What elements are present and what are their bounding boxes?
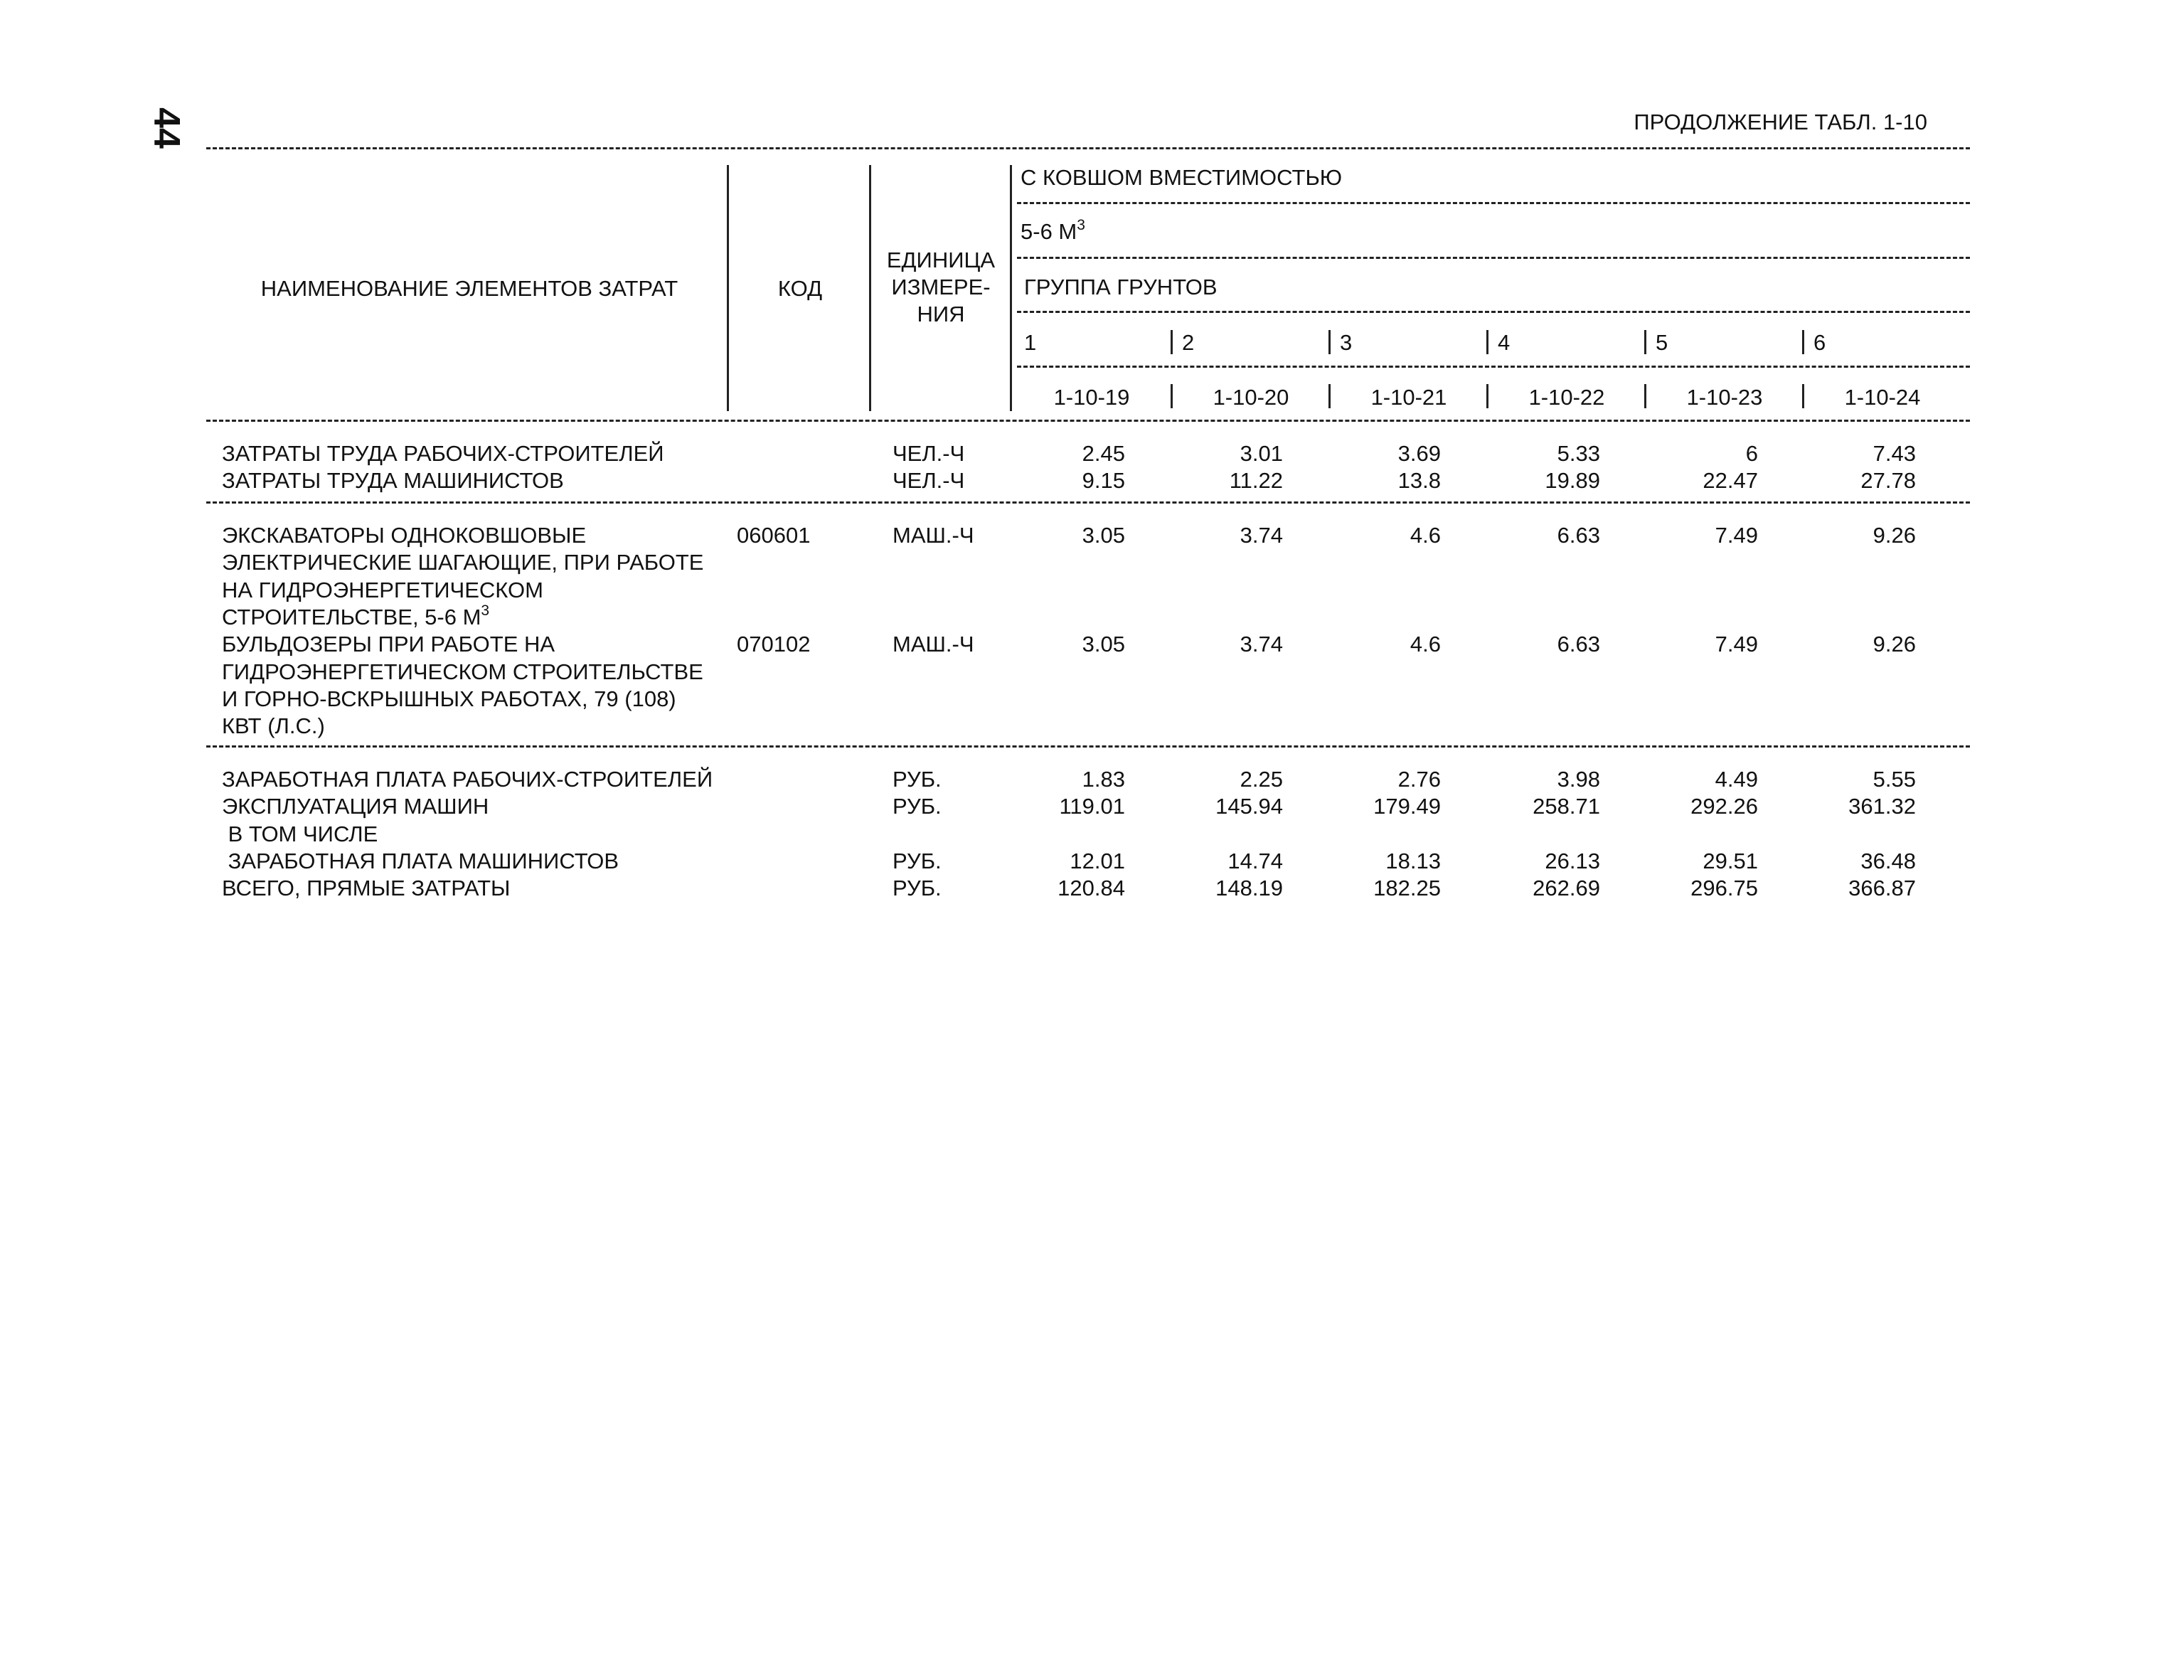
header-code-col-1: 1-10-19 bbox=[1053, 385, 1130, 410]
row-unit: РУБ. bbox=[893, 876, 942, 901]
row-value-group-3: 3.69 bbox=[1397, 441, 1441, 466]
header-group-4: 4 bbox=[1498, 330, 1511, 355]
row-unit: ЧЕЛ.-Ч bbox=[893, 468, 965, 494]
rule-soil bbox=[1017, 311, 1970, 313]
row-value-group-5: 292.26 bbox=[1690, 794, 1758, 819]
row-value-group-3: 13.8 bbox=[1397, 468, 1441, 494]
row-unit: РУБ. bbox=[893, 848, 942, 873]
header-unit-1: ЕДИНИЦА bbox=[886, 248, 996, 272]
rule-section-2 bbox=[206, 745, 1970, 748]
row-value-group-1: 1.83 bbox=[1082, 767, 1125, 792]
row-name-line: ЭКСПЛУАТАЦИЯ МАШИН bbox=[222, 794, 489, 819]
row-value-group-6: 27.78 bbox=[1860, 468, 1916, 494]
row-value-group-5: 7.49 bbox=[1715, 523, 1758, 548]
vbar-g4 bbox=[1486, 330, 1488, 354]
row-name-line: КВТ (Л.С.) bbox=[222, 713, 325, 739]
header-group-2: 2 bbox=[1182, 330, 1195, 355]
row-name-line: В ТОМ ЧИСЛЕ bbox=[222, 821, 378, 846]
header-code-col-5: 1-10-23 bbox=[1686, 385, 1763, 410]
row-value-group-4: 19.89 bbox=[1545, 468, 1600, 494]
header-group-5: 5 bbox=[1656, 330, 1668, 355]
header-code-col-6: 1-10-24 bbox=[1844, 385, 1921, 410]
row-value-group-6: 9.26 bbox=[1873, 632, 1916, 657]
rule-header-bottom bbox=[206, 420, 1970, 422]
vbar-unit bbox=[1010, 165, 1012, 411]
row-value-group-2: 2.25 bbox=[1240, 767, 1283, 792]
row-unit: МАШ.-Ч bbox=[893, 632, 974, 657]
vbar-code bbox=[869, 165, 871, 411]
row-value-group-1: 3.05 bbox=[1082, 523, 1125, 548]
row-value-group-5: 6 bbox=[1745, 441, 1758, 466]
header-code-col-3: 1-10-21 bbox=[1370, 385, 1447, 410]
row-name-line: ЗАТРАТЫ ТРУДА РАБОЧИХ-СТРОИТЕЛЕЙ bbox=[222, 441, 664, 466]
rule-volume bbox=[1017, 257, 1970, 259]
row-value-group-5: 22.47 bbox=[1703, 468, 1758, 494]
row-value-group-1: 119.01 bbox=[1059, 794, 1125, 819]
row-name-line: ЗАТРАТЫ ТРУДА МАШИНИСТОВ bbox=[222, 468, 564, 494]
vbar-g5 bbox=[1644, 330, 1646, 354]
vbar-g6 bbox=[1802, 330, 1804, 354]
row-value-group-3: 4.6 bbox=[1410, 632, 1441, 657]
header-volume: 5-6 $М^3$ bbox=[1021, 217, 1085, 244]
row-value-group-4: 26.13 bbox=[1545, 848, 1600, 873]
row-value-group-2: 3.74 bbox=[1240, 632, 1283, 657]
header-unit-3: НИЯ bbox=[917, 302, 965, 326]
row-code: 070102 bbox=[737, 632, 811, 657]
row-value-group-5: 4.49 bbox=[1715, 767, 1758, 792]
row-name-line: СТРОИТЕЛЬСТВЕ, 5-6 $М^3$ bbox=[222, 602, 490, 629]
row-name-line: БУЛЬДОЗЕРЫ ПРИ РАБОТЕ НА bbox=[222, 632, 555, 657]
row-value-group-4: 5.33 bbox=[1557, 441, 1600, 466]
row-value-group-6: 361.32 bbox=[1848, 794, 1916, 819]
row-value-group-6: 366.87 bbox=[1848, 876, 1916, 901]
row-value-group-1: 12.01 bbox=[1070, 848, 1125, 873]
header-code-col-2: 1-10-20 bbox=[1213, 385, 1289, 410]
row-value-group-6: 36.48 bbox=[1860, 848, 1916, 873]
header-name: НАИМЕНОВАНИЕ ЭЛЕМЕНТОВ ЗАТРАТ bbox=[260, 276, 678, 301]
vbar-c5 bbox=[1644, 384, 1646, 408]
header-soil-group: ГРУППА ГРУНТОВ bbox=[1024, 275, 1218, 299]
row-value-group-3: 18.13 bbox=[1385, 848, 1441, 873]
row-name-line: И ГОРНО-ВСКРЫШНЫХ РАБОТАХ, 79 (108) bbox=[222, 686, 676, 711]
row-value-group-3: 182.25 bbox=[1373, 876, 1441, 901]
rule-bucket bbox=[1017, 202, 1970, 204]
page-mark: 44 bbox=[145, 107, 187, 149]
row-name-line: ГИДРОЭНЕРГЕТИЧЕСКОМ СТРОИТЕЛЬСТВЕ bbox=[222, 659, 703, 684]
row-name-line: ЗАРАБОТНАЯ ПЛАТА МАШИНИСТОВ bbox=[222, 848, 619, 873]
row-value-group-2: 3.74 bbox=[1240, 523, 1283, 548]
vbar-c3 bbox=[1328, 384, 1331, 408]
row-value-group-2: 148.19 bbox=[1215, 876, 1283, 901]
row-value-group-2: 145.94 bbox=[1215, 794, 1283, 819]
row-value-group-5: 7.49 bbox=[1715, 632, 1758, 657]
header-code-col-4: 1-10-22 bbox=[1528, 385, 1605, 410]
row-value-group-1: 120.84 bbox=[1058, 876, 1125, 901]
row-unit: РУБ. bbox=[893, 767, 942, 792]
row-value-group-4: 6.63 bbox=[1557, 523, 1600, 548]
row-value-group-6: 5.55 bbox=[1873, 767, 1916, 792]
row-value-group-4: 3.98 bbox=[1557, 767, 1600, 792]
continuation-label: ПРОДОЛЖЕНИЕ ТАБЛ. 1-10 bbox=[1634, 110, 1927, 134]
row-value-group-5: 296.75 bbox=[1690, 876, 1758, 901]
row-value-group-3: 4.6 bbox=[1410, 523, 1441, 548]
row-name-line: НА ГИДРОЭНЕРГЕТИЧЕСКОМ bbox=[222, 577, 543, 602]
row-value-group-2: 11.22 bbox=[1229, 468, 1283, 494]
header-group-1: 1 bbox=[1024, 330, 1037, 355]
superscript: 3 bbox=[481, 602, 490, 619]
row-name-line: ЭЛЕКТРИЧЕСКИЕ ШАГАЮЩИЕ, ПРИ РАБОТЕ bbox=[222, 550, 704, 575]
row-name-line: ЗАРАБОТНАЯ ПЛАТА РАБОЧИХ-СТРОИТЕЛЕЙ bbox=[222, 767, 713, 792]
row-unit: ЧЕЛ.-Ч bbox=[893, 441, 965, 466]
row-value-group-2: 14.74 bbox=[1227, 848, 1283, 873]
row-value-group-3: 2.76 bbox=[1397, 767, 1441, 792]
row-value-group-1: 2.45 bbox=[1082, 441, 1125, 466]
vbar-g3 bbox=[1328, 330, 1331, 354]
vbar-name bbox=[727, 165, 729, 411]
header-group-6: 6 bbox=[1813, 330, 1826, 355]
row-name-line: ВСЕГО, ПРЯМЫЕ ЗАТРАТЫ bbox=[222, 876, 511, 901]
row-value-group-4: 258.71 bbox=[1533, 794, 1600, 819]
vbar-c6 bbox=[1802, 384, 1804, 408]
header-bucket: С КОВШОМ ВМЕСТИМОСТЬЮ bbox=[1021, 165, 1343, 190]
row-value-group-6: 7.43 bbox=[1873, 441, 1916, 466]
row-value-group-5: 29.51 bbox=[1703, 848, 1758, 873]
rule-groups bbox=[1017, 366, 1970, 368]
row-value-group-2: 3.01 bbox=[1240, 441, 1283, 466]
row-value-group-6: 9.26 bbox=[1873, 523, 1916, 548]
vbar-c4 bbox=[1486, 384, 1488, 408]
row-name-line: ЭКСКАВАТОРЫ ОДНОКОВШОВЫЕ bbox=[222, 523, 587, 548]
row-unit: МАШ.-Ч bbox=[893, 523, 974, 548]
row-unit: РУБ. bbox=[893, 794, 942, 819]
row-value-group-4: 262.69 bbox=[1533, 876, 1600, 901]
vbar-c2 bbox=[1171, 384, 1173, 408]
row-value-group-1: 9.15 bbox=[1082, 468, 1125, 494]
row-value-group-4: 6.63 bbox=[1557, 632, 1600, 657]
vbar-g2 bbox=[1171, 330, 1173, 354]
header-code: КОД bbox=[777, 276, 823, 301]
row-value-group-1: 3.05 bbox=[1082, 632, 1125, 657]
rule-top bbox=[206, 147, 1970, 149]
row-value-group-3: 179.49 bbox=[1373, 794, 1441, 819]
header-group-3: 3 bbox=[1340, 330, 1353, 355]
header-unit-2: ИЗМЕРЕ- bbox=[891, 275, 991, 299]
row-code: 060601 bbox=[737, 523, 811, 548]
rule-section-1 bbox=[206, 501, 1970, 504]
